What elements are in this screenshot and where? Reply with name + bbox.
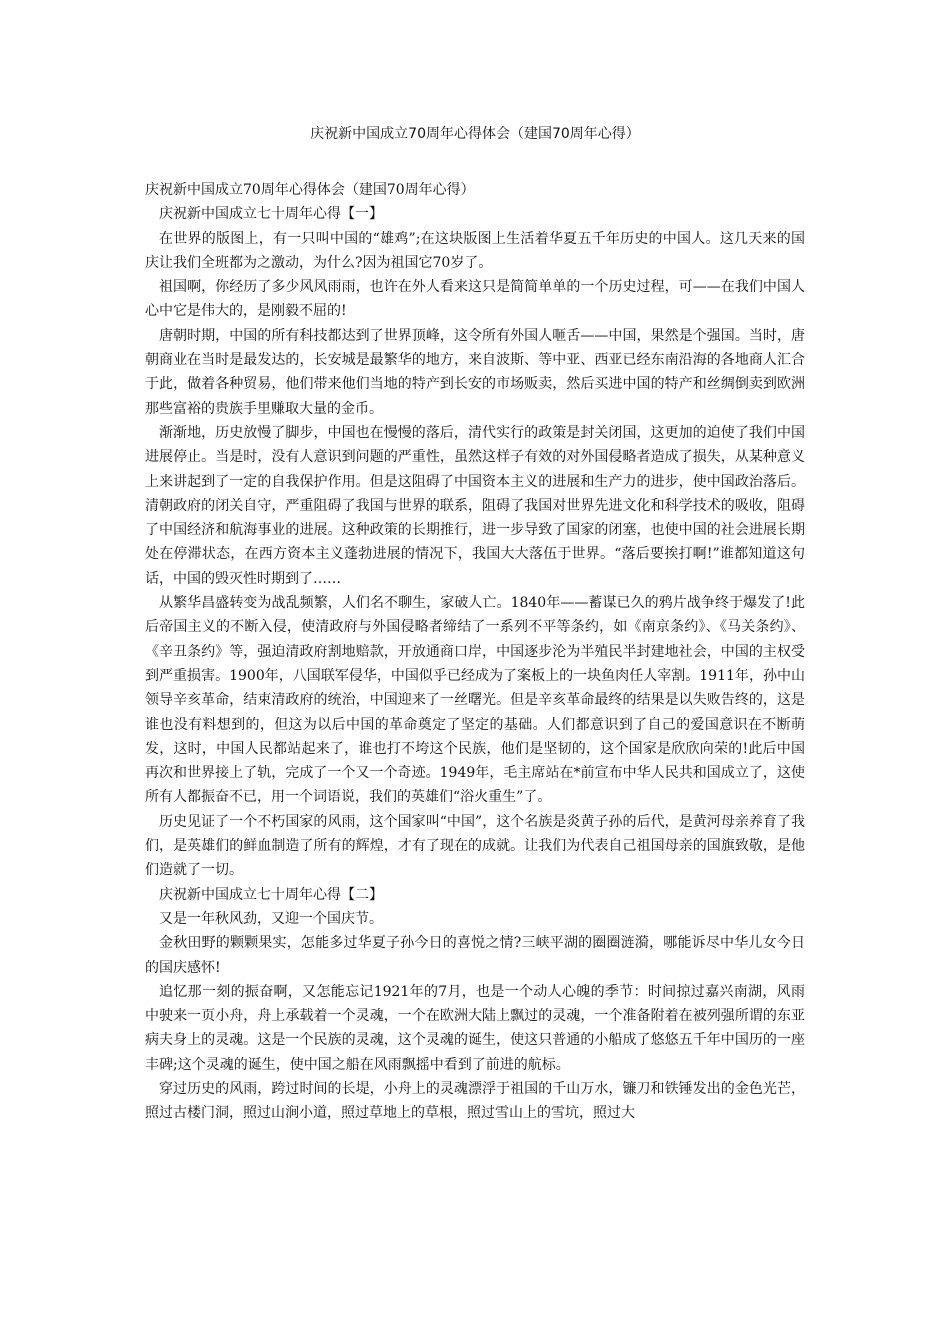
paragraph: 追忆那一刻的振奋啊，又怎能忘记1921年的7月，也是一个动人心魄的季节：时间掠过嘉兴南湖，风雨中驶来一页小舟，舟上承载着一个灵魂，一个在欧洲大陆上飘过的灵魂，一个准备附着在被列强所谓的东亚病夫身上的灵魂。这是一个民族的灵魂，这个灵魂的诞生，使这只普通的小船成了悠悠五千年中国历的一座丰碑;这个灵魂的诞生，使中国之船在风雨飘摇中看到了前进的航标。 [145,983,805,1073]
paragraph: 又是一年秋风劲，又迎一个国庆节。 [159,910,383,927]
paragraph: 祖国啊，你经历了多少风风雨雨，也许在外人看来这只是简简单单的一个历史过程，可——在我们中国人心中它是伟大的，是刚毅不屈的! [145,279,805,320]
paragraph: 渐渐地，历史放慢了脚步，中国也在慢慢的落后，清代实行的政策是封关闭国，这更加的迫使了我们中国进展停止。当是时，没有人意识到问题的严重性，虽然这样子有效的对外国侵略者造成了损失，从某种意义上来讲起到了一定的自我保护作用。但是这阻碍了中国资本主义的进展和生产力的进步，使中国政治落后。清朝政府的闭关自守，严重阻碍了我国与世界的联系，阻碍了我国对世界先进文化和科学技术的吸收，阻碍了中国经济和航海事业的进展。这种政策的长期推行，进一步导致了国家的闭塞，也使中国的社会进展长期处在停滞状态，在西方资本主义蓬勃进展的情况下，我国大大落伍于世界。“落后要挨打啊!”谁都知道这句话，中国的毁灭性时期到了…… [145,424,805,587]
body-heading: 庆祝新中国成立70周年心得体会（建国70周年心得） [145,182,475,198]
page-title: 庆祝新中国成立70周年心得体会（建国70周年心得） [310,126,640,142]
paragraph: 从繁华昌盛转变为战乱频繁，人们名不聊生，家破人亡。1840年——蓄谋已久的鸦片战争终于爆发了!此后帝国主义的不断入侵，使清政府与外国侵略者缔结了一系列不平等条约，如《南京条约》、《马关条约》、《辛丑条约》等，强迫清政府割地赔款，开放通商口岸，中国逐步沦为半殖民半封建地社会，中国的主权受到严重损害。1900年，八国联军侵华，中国似乎已经成为了案板上的一块鱼肉任人宰割。1911年，孙中山领导辛亥革命，结束清政府的统治，中国迎来了一丝曙光。但是辛亥革命最终的结果是以失败告终的，这是谁也没有料想到的，但这为以后中国的革命奠定了坚定的基础。人们都意识到了自己的爱国意识在不断萌发，这时，中国人民都站起来了，谁也打不垮这个民族，他们是坚韧的，这个国家是欣欣向荣的!此后中国再次和世界接上了轨，完成了一个又一个奇迹。1949年，毛主席站在*前宣布中华人民共和国成立了，这使所有人都振奋不已，用一个词语说，我们的英雄们“浴火重生”了。 [145,595,805,806]
paragraph: 金秋田野的颗颗果实，怎能多过华夏子孙今日的喜悦之情?三峡平湖的圈圈涟漪，哪能诉尽中华儿女今日的国庆感怀! [145,935,805,976]
paragraph: 历史见证了一个不朽国家的风雨，这个国家叫“中国”，这个名族是炎黄子孙的后代，是黄河母亲养育了我们，是英雄们的鲜血制造了所有的辉煌，才有了现在的成就。让我们为代表自己祖国母亲的国旗致敬，是他们造就了一切。 [145,813,805,879]
paragraph: 穿过历史的风雨，跨过时间的长堤，小舟上的灵魂漂浮于祖国的千山万水，镰刀和铁锤发出的金色光芒，照过古楼门洞，照过山涧小道，照过草地上的草根，照过雪山上的雪坑，照过大 [145,1080,805,1122]
document-body [145,178,805,1126]
paragraph: 在世界的版图上，有一只叫中国的“雄鸡”;在这块版图上生活着华夏五千年历史的中国人。这几天来的国庆让我们全班都为之激动，为什么?因为祖国它70岁了。 [145,230,805,271]
paragraph: 唐朝时期，中国的所有科技都达到了世界顶峰，这令所有外国人咂舌——中国，果然是个强国。当时，唐朝商业在当时是最发达的，长安城是最繁华的地方，来自波斯、等中亚、西亚已经东南沿海的各地商人汇合于此，做着各种贸易，他们带来他们当地的特产到长安的市场贩卖，然后买进中国的特产和丝绸倒卖到欧洲那些富裕的贵族手里赚取大量的金币。 [145,327,805,417]
section-heading-2: 庆祝新中国成立七十周年心得【二】 [159,886,383,903]
section-heading-1: 庆祝新中国成立七十周年心得【一】 [159,206,383,223]
